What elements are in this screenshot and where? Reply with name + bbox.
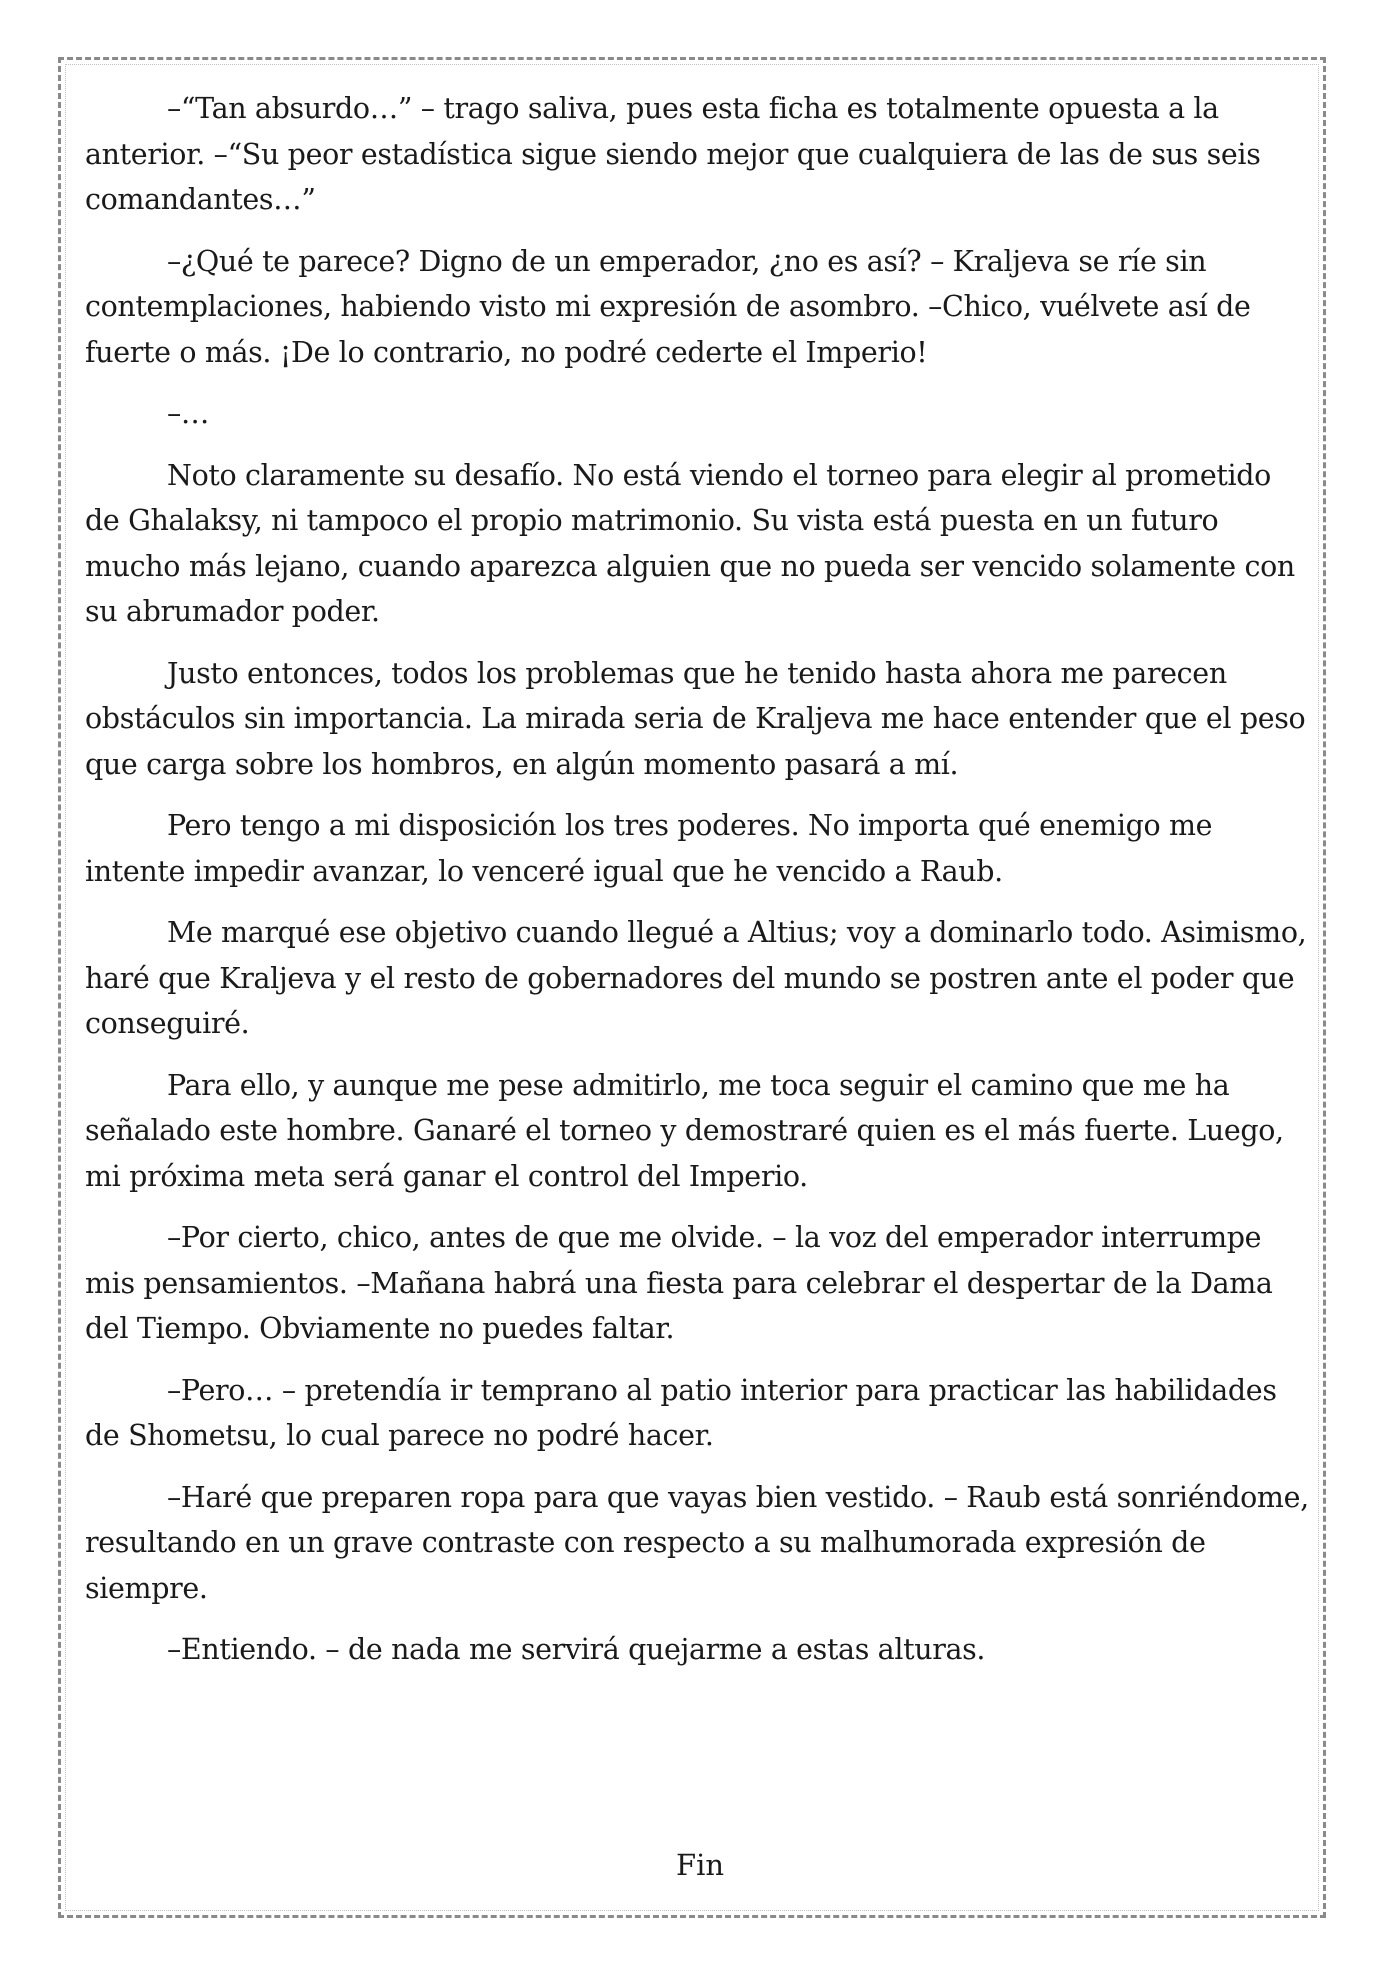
paragraph: Me marqué ese objetivo cuando llegué a Altius; voy a dominarlo todo. Asimismo, haré que Kraljeva y el resto de gobernadores del mundo se postren ante el poder que conseguiré. <box>85 916 1307 1040</box>
paragraph: –Haré que preparen ropa para que vayas bien vestido. – Raub está sonriéndome, resultando en un grave contraste con respecto a su malhumorada expresión de siempre. <box>85 1480 1309 1605</box>
paragraph: –Por cierto, chico, antes de que me olvide. – la voz del emperador interrumpe mis pensamientos. –Mañana habrá una fiesta para celebrar el despertar de la Dama del Tiempo. Obviamente no puedes faltar. <box>85 1221 1273 1345</box>
document-body <box>85 86 1310 1689</box>
paragraph: –“Tan absurdo…” – trago saliva, pues esta ficha es totalmente opuesta a la anterior. –“Su peor estadística sigue siendo mejor que cualquiera de las de sus seis comandantes…” <box>85 92 1261 216</box>
paragraph: –Entiendo. – de nada me servirá quejarme a estas alturas. <box>167 1633 986 1666</box>
paragraph: Pero tengo a mi disposición los tres poderes. No importa qué enemigo me intente impedir avanzar, lo venceré igual que he vencido a Raub. <box>85 809 1213 888</box>
paragraph: Para ello, y aunque me pese admitirlo, me toca seguir el camino que me ha señalado este hombre. Ganaré el torneo y demostraré quien es el más fuerte. Luego, mi próxima meta será ganar el control del Imperio. <box>85 1068 1284 1193</box>
paragraph: –… <box>167 397 210 430</box>
paragraph: –¿Qué te parece? Digno de un emperador, ¿no es así? – Kraljeva se ríe sin contemplaciones, habiendo visto mi expresión de asombro. –Chico, vuélvete así de fuerte o más. ¡De lo contrario, no podré cederte el Imperio! <box>85 244 1251 369</box>
paragraph: Noto claramente su desafío. No está viendo el torneo para elegir al prometido de Ghalaksy, ni tampoco el propio matrimonio. Su vista está puesta en un futuro mucho más lejano, cuando aparezca alguien que no pueda ser vencido solamente con su abrumador poder. <box>85 458 1295 628</box>
paragraph: –Pero… – pretendía ir temprano al patio interior para practicar las habilidades de Shometsu, lo cual parece no podré hacer. <box>85 1373 1277 1452</box>
ending-label: Fin <box>675 1848 725 1882</box>
paragraph: Justo entonces, todos los problemas que he tenido hasta ahora me parecen obstáculos sin importancia. La mirada seria de Kraljeva me hace entender que el peso que carga sobre los hombros, en algún momento pasará a mí. <box>85 656 1306 781</box>
